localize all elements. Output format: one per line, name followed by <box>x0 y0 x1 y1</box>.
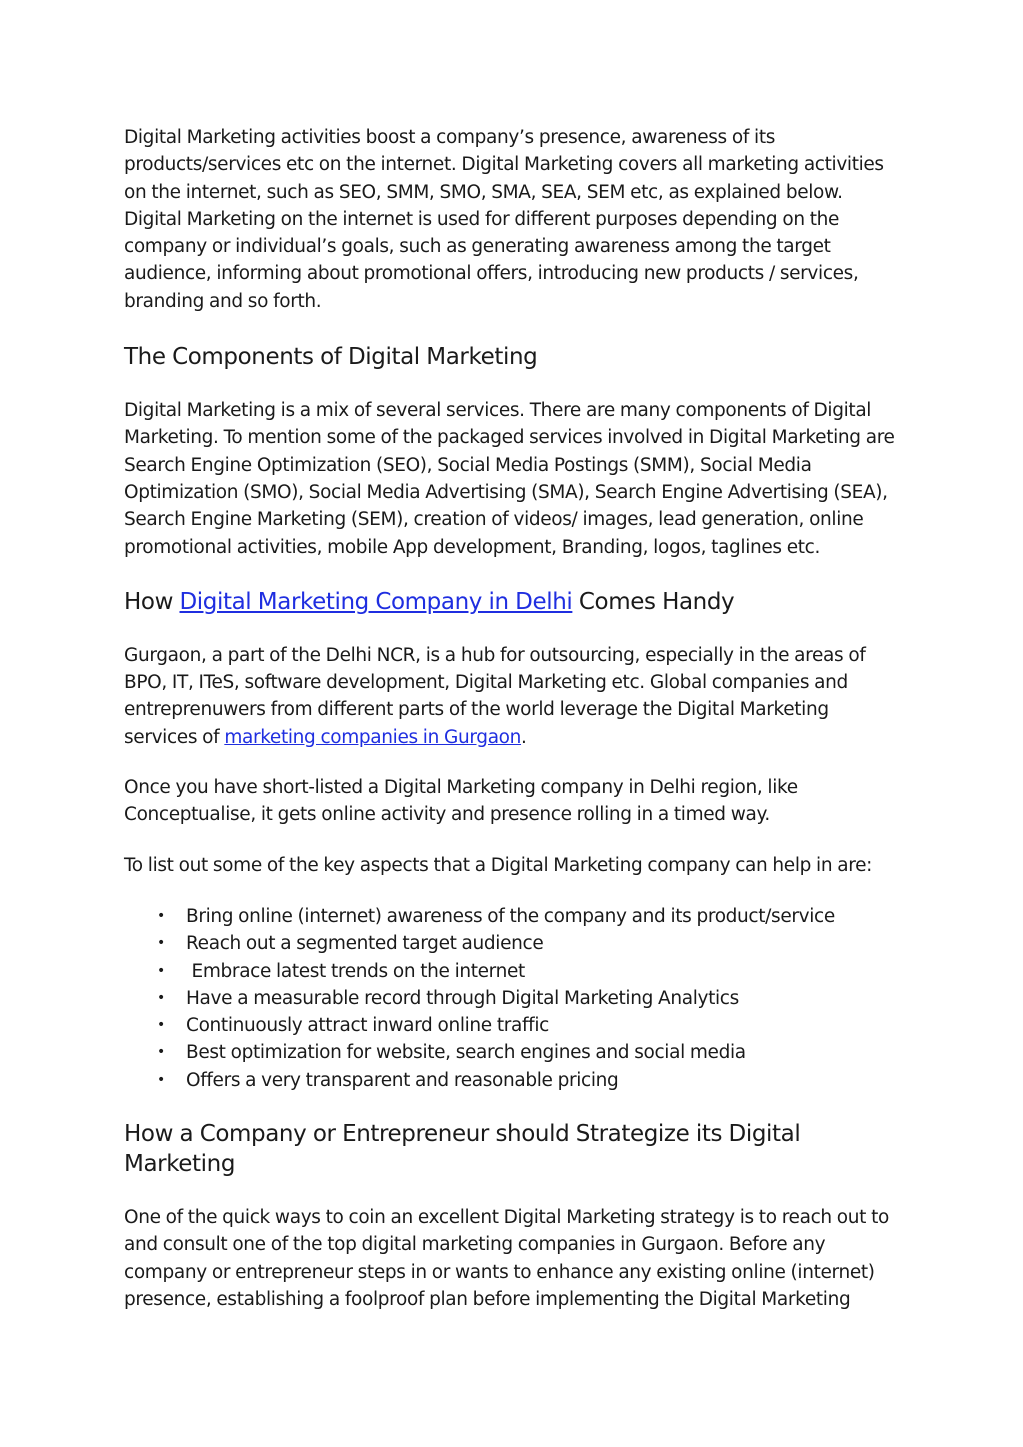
list-item <box>124 985 899 1012</box>
bullet-icon: • <box>157 1017 165 1034</box>
list-item-text: Reach out a segmented target audience <box>186 933 544 955</box>
marketing-companies-gurgaon-link[interactable]: marketing companies in Gurgaon <box>224 726 522 748</box>
gurgaon-paragraph-text: Gurgaon, a part of the Delhi NCR, is a hub for outsourcing, especially in the areas of BPO, IT, ITeS, software development, Digital Marketing etc. Global companies and entreprenuwers from different parts of the world leverage the Digital Marketing services of <box>124 644 866 748</box>
digital-marketing-company-delhi-link[interactable]: Digital Marketing Company in Delhi <box>179 588 573 615</box>
list-item-text: Offers a very transparent and reasonable pricing <box>186 1069 619 1091</box>
bullet-icon: • <box>157 907 165 924</box>
list-item-text: Continuously attract inward online traffic <box>186 1015 549 1037</box>
gurgaon-paragraph-end: . <box>521 726 527 748</box>
list-item <box>124 1067 899 1094</box>
list-item-text: Have a measurable record through Digital Marketing Analytics <box>186 987 739 1009</box>
key-aspects-list <box>124 903 899 1094</box>
bullet-icon: • <box>157 1071 165 1088</box>
gurgaon-paragraph <box>124 642 899 751</box>
strategy-paragraph: One of the quick ways to coin an excellent Digital Marketing strategy is to reach out to and consult one of the top digital marketing companies in Gurgaon. Before any company or entrepreneur steps in or wants to enhance any existing online (internet) presence, establishing a foolproof plan before implementing the Digital Marketing <box>124 1207 889 1310</box>
components-paragraph: Digital Marketing is a mix of several services. There are many components of Digital Marketing. To mention some of the packaged services involved in Digital Marketing are Search Engine Optimization (SEO), Social Media Postings (SMM), Social Media Optimization (SMO), Social Media Advertising (SMA), Search Engine Advertising (SEA), Search Engine Marketing (SEM), creation of videos/ images, lead generation, online promotional activities, mobile App development, Branding, logos, taglines etc. <box>124 400 895 558</box>
list-item <box>124 930 899 957</box>
bullet-icon: • <box>157 989 165 1006</box>
list-item <box>124 903 899 930</box>
key-aspects-intro: To list out some of the key aspects that a Digital Marketing company can help in are: <box>124 854 872 876</box>
shortlist-paragraph: Once you have short-listed a Digital Marketing company in Delhi region, like Conceptualise, it gets online activity and presence rolling in a timed way. <box>124 777 798 826</box>
list-item-text: Embrace latest trends on the internet <box>186 960 525 982</box>
heading-strategize-digital-marketing: How a Company or Entrepreneur should Strategize its Digital Marketing <box>124 1121 801 1178</box>
intro-paragraph: Digital Marketing activities boost a company’s presence, awareness of its products/services etc on the internet. Digital Marketing covers all marketing activities on the internet, such as SEO, SMM, SMO, SMA, SEA, SEM etc, as explained below. Digital Marketing on the internet is used for different purposes depending on the company or individual’s goals, such as generating awareness among the target audience, informing about promotional offers, introducing new products / services, branding and so forth. <box>124 127 884 312</box>
heading-how-suffix: Comes Handy <box>572 588 735 615</box>
list-item-text: Best optimization for website, search engines and social media <box>186 1042 746 1064</box>
document-page <box>124 124 899 1313</box>
list-item <box>124 958 899 985</box>
heading-how-company-comes-handy <box>124 587 899 617</box>
bullet-icon: • <box>157 935 165 952</box>
list-item-text: Bring online (internet) awareness of the company and its product/service <box>186 905 835 927</box>
heading-how-prefix: How <box>124 588 180 615</box>
bullet-icon: • <box>157 962 165 979</box>
list-item <box>124 1039 899 1066</box>
bullet-icon: • <box>157 1044 165 1061</box>
list-item <box>124 1012 899 1039</box>
heading-components-of-digital-marketing: The Components of Digital Marketing <box>124 344 538 371</box>
